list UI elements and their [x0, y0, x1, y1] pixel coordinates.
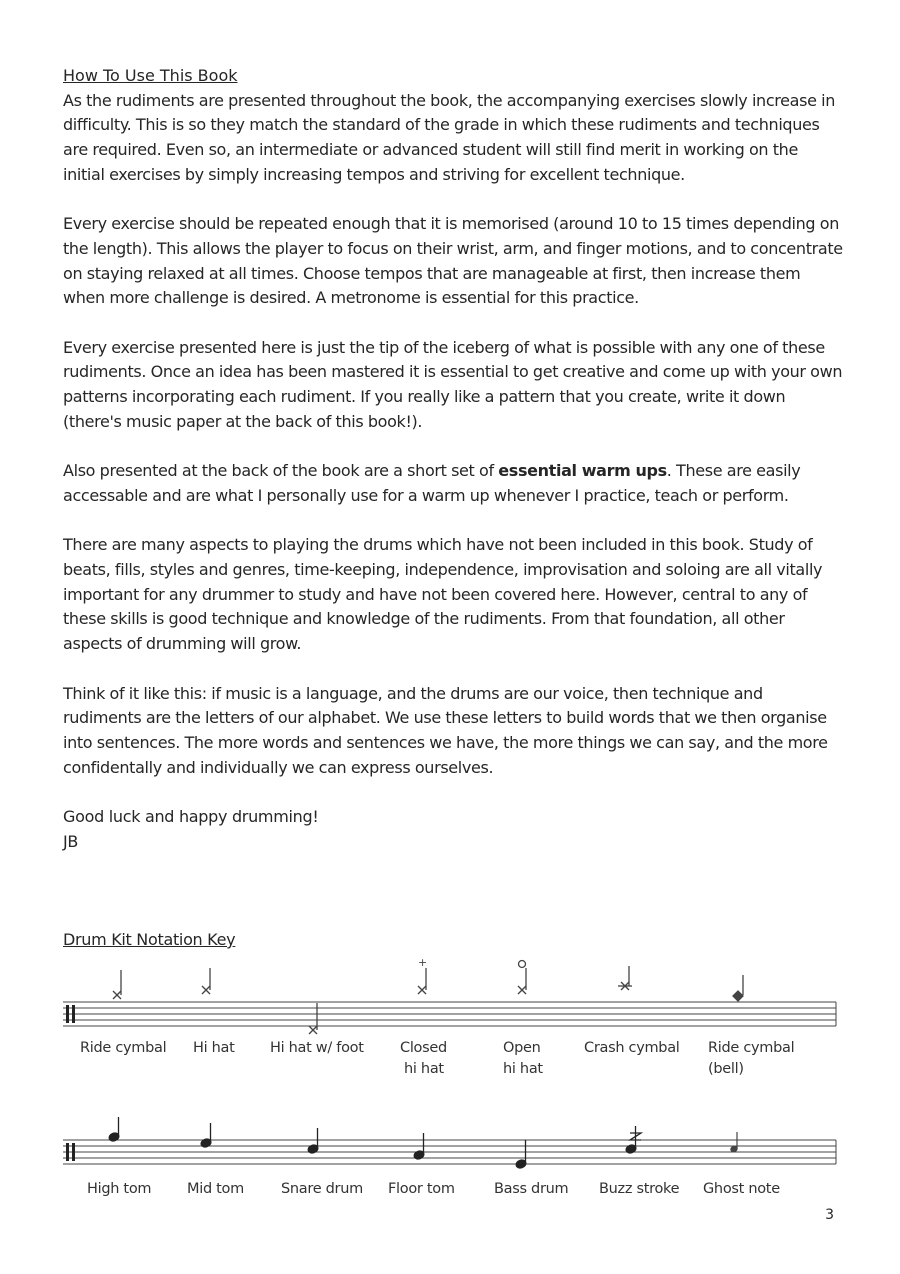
paragraph-4-end: . These are easily accessable and are what I personally use for a warm up whenever I practice, teach or perform.	[63, 461, 801, 505]
ride-bell-note	[733, 975, 743, 1001]
paragraph-5: There are many aspects to playing the drums which have not been included in this book. Study of beats, fills, styles and genres, time-keeping, independence, improvisation and soloing are all vitally important for any drummer to study and have not been covered here. However, central to any of these skills is good technique and knowledge of the rudiments. From that foundation, all other aspects of drumming will grow.	[63, 535, 823, 654]
label-ride-bell: Ride cymbal	[708, 1040, 795, 1056]
label-mid-tom: Mid tom	[187, 1181, 244, 1197]
label-ride-cymbal: Ride cymbal	[80, 1040, 167, 1056]
hi-hat-note	[202, 968, 210, 994]
signature: JB	[63, 831, 79, 851]
section-heading: How To Use This Book	[63, 66, 238, 85]
closed-symbol: +	[418, 956, 428, 969]
label-crash-cymbal: Crash cymbal	[584, 1040, 680, 1056]
ride-cymbal-note	[113, 970, 121, 999]
mid-tom-note	[200, 1123, 212, 1148]
paragraph-2: Every exercise should be repeated enough that it is memorised (around 10 to 15 times depending on the length). This allows the player to focus on their wrist, arm, and finger motions, and to concentrate on staying relaxed at all times. Choose tempos that are manageable at first, then increase them when more challenge is desired. A metronome is essential for this practice.	[63, 214, 843, 308]
ghost-note	[730, 1132, 738, 1153]
crash-cymbal-note	[618, 966, 632, 990]
high-tom-note	[108, 1117, 120, 1142]
staff-row-1	[63, 1002, 836, 1026]
paragraph-4-start: Also presented at the back of the book are a short set of	[63, 461, 499, 481]
page-number: 3	[825, 1207, 834, 1223]
notation-key-heading: Drum Kit Notation Key	[63, 930, 236, 949]
closed-hi-hat-note	[418, 968, 426, 994]
label-open-2: hi hat	[503, 1061, 543, 1077]
label-closed-2: hi hat	[404, 1061, 444, 1077]
label-hi-hat-foot: Hi hat w/ foot	[270, 1040, 364, 1056]
label-buzz-stroke: Buzz stroke	[599, 1181, 680, 1197]
staff-row-2	[63, 1140, 836, 1164]
label-closed: Closed	[400, 1040, 447, 1056]
floor-tom-note	[413, 1133, 425, 1160]
paragraph-6: Think of it like this: if music is a language, and the drums are our voice, then technique and rudiments are the letters of our alphabet. We use these letters to build words that we then organise into sentences. The more words and sentences we have, the more things we can say, and the more confidentally and individually we can express ourselves.	[63, 683, 828, 777]
bass-drum-note	[515, 1140, 527, 1169]
label-ghost-note: Ghost note	[703, 1181, 780, 1197]
label-high-tom: High tom	[87, 1181, 152, 1197]
open-hi-hat-note	[518, 961, 526, 995]
label-hi-hat: Hi hat	[193, 1040, 235, 1056]
label-floor-tom: Floor tom	[388, 1181, 455, 1197]
label-snare-drum: Snare drum	[281, 1181, 363, 1197]
closing-line: Good luck and happy drumming!	[63, 807, 319, 826]
snare-drum-note	[307, 1128, 319, 1154]
label-ride-bell-2: (bell)	[708, 1061, 744, 1077]
label-open: Open	[503, 1040, 541, 1056]
paragraph-3: Every exercise presented here is just the tip of the iceberg of what is possible with any one of these rudiments. Once an idea has been mastered it is essential to get creative and come up with your own patterns incorporating each rudiment. If you really like a pattern that you create, write it down (there's music paper at the back of this book!).	[63, 337, 843, 431]
paragraph-1: As the rudiments are presented throughout the book, the accompanying exercises slowly increase in difficulty. This is so they match the standard of the grade in which these rudiments and techniques are required. Even so, an intermediate or advanced student will still find merit in working on the initial exercises by simply increasing tempos and striving for excellent technique.	[63, 90, 836, 184]
label-bass-drum: Bass drum	[494, 1181, 569, 1197]
warm-ups-emphasis: essential warm ups	[498, 461, 667, 481]
